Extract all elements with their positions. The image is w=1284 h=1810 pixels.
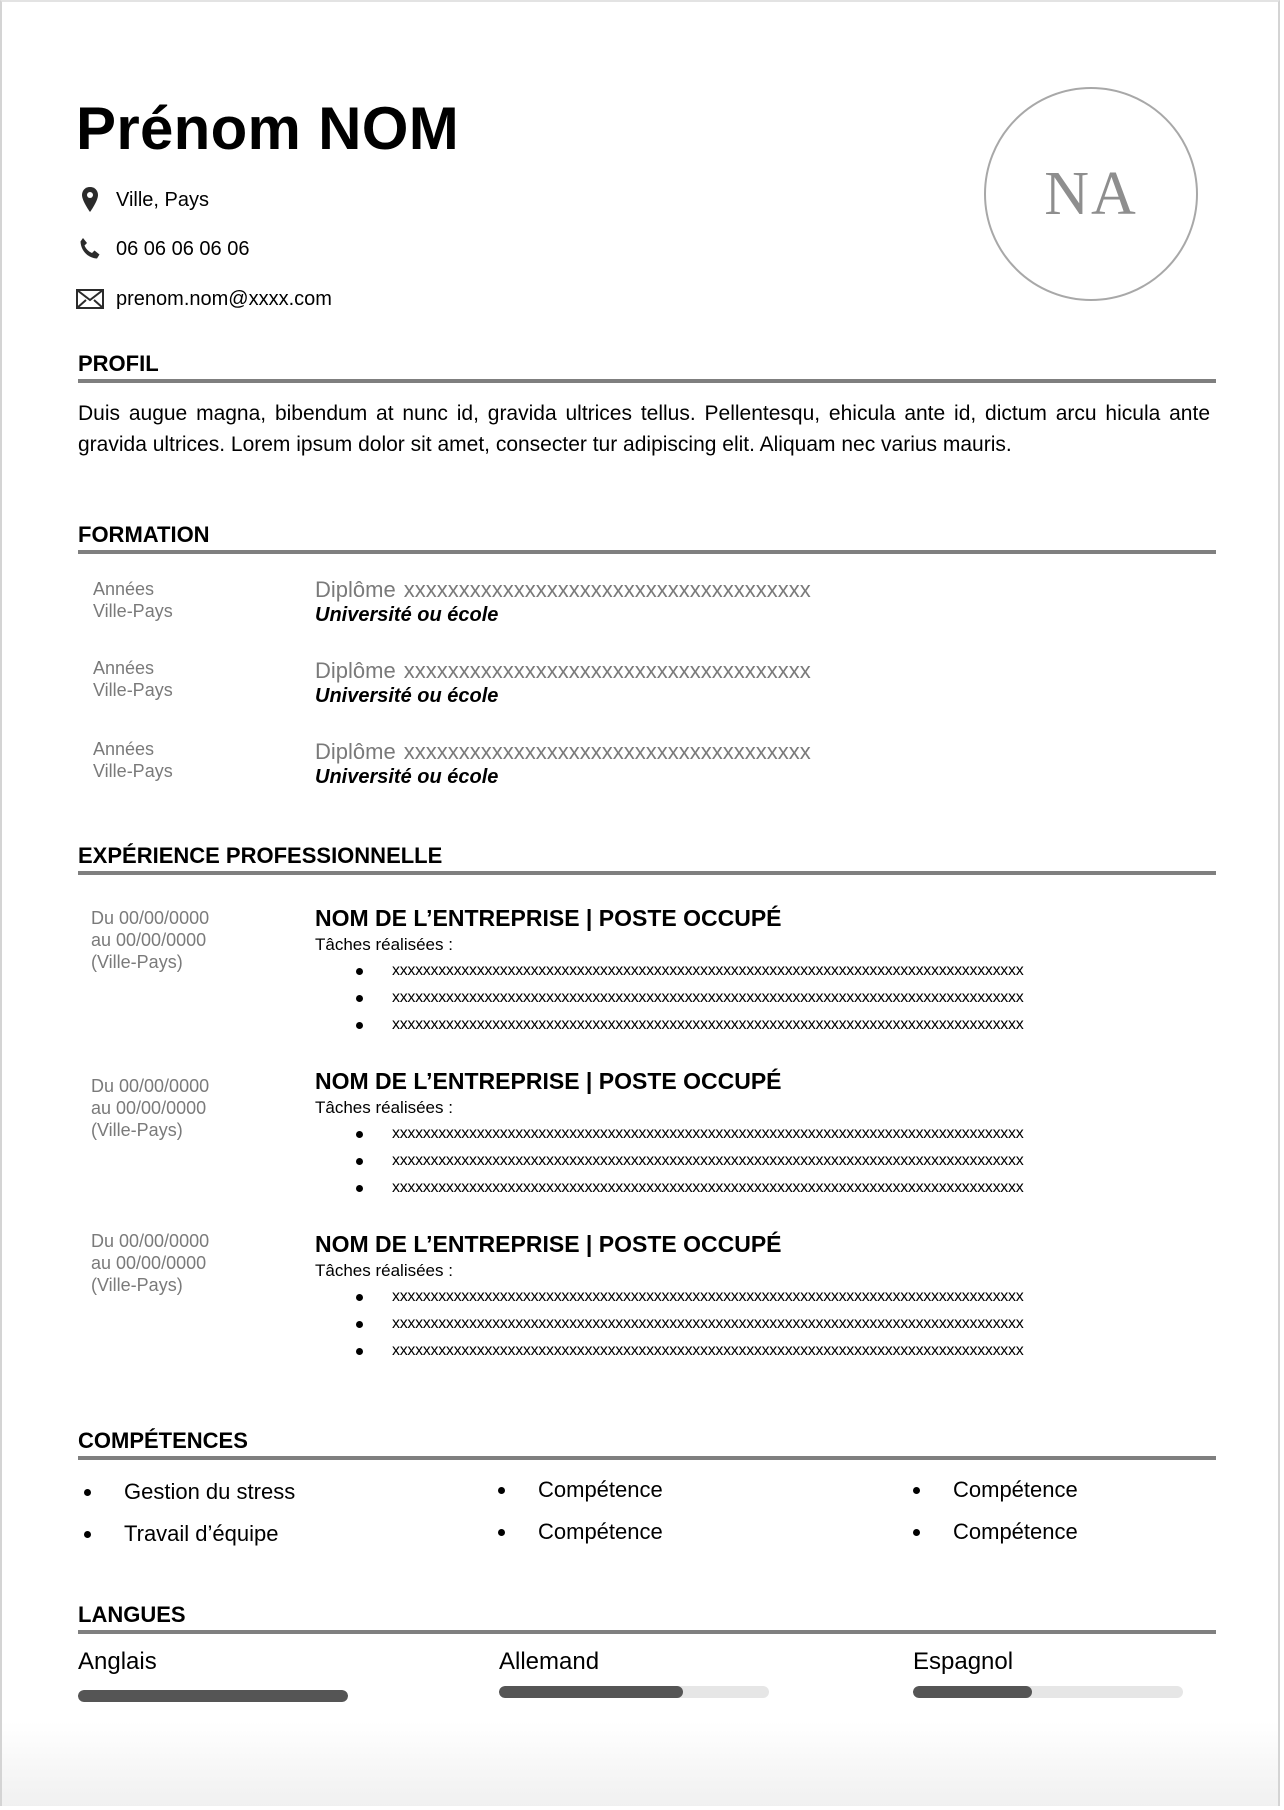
experience-date-to: au 00/00/0000: [91, 1253, 207, 1273]
experience-task-list: [315, 957, 1195, 1038]
language-level-bar: [913, 1686, 1183, 1698]
experience-task-list: [315, 1120, 1195, 1201]
skill-item: [953, 1476, 1078, 1504]
experience-tasks-label: Tâches réalisées :: [315, 935, 453, 954]
list-item: xxxxxxxxxxxxxxxxxxxxxxxxxxxxxxxxxxxxxxxxxxxxxxxxxxxxxxxxxxxxxxxxxxxxxxxxxxxxxxxxxx: [315, 1147, 1195, 1174]
experience-entry-3-meta: [91, 1230, 209, 1296]
list-item: xxxxxxxxxxxxxxxxxxxxxxxxxxxxxxxxxxxxxxxxxxxxxxxxxxxxxxxxxxxxxxxxxxxxxxxxxxxxxxxxxx: [315, 984, 1195, 1011]
email-link[interactable]: prenom.nom@xxxx.com: [116, 287, 332, 310]
formation-school: Université ou école: [315, 685, 499, 707]
skill-item: [538, 1476, 663, 1504]
experience-date-to: au 00/00/0000: [91, 1098, 207, 1118]
skill-label: Compétence: [953, 1519, 1078, 1544]
skill-item: [124, 1520, 279, 1548]
experience-tasks-label: Tâches réalisées :: [315, 1261, 453, 1280]
formation-entry-2: [315, 658, 811, 708]
formation-diploma-line: [315, 577, 811, 603]
experience-entry-2-meta: [91, 1075, 209, 1141]
location-pin-icon: [76, 186, 104, 214]
language-name: Anglais: [78, 1648, 157, 1675]
experience-entry-3: [315, 1230, 1195, 1364]
contact-location: [76, 185, 209, 215]
language-level-fill: [913, 1686, 1032, 1698]
experience-place: (Ville-Pays): [91, 952, 183, 972]
contact-email[interactable]: [76, 284, 332, 314]
formation-entry-3-meta: [93, 738, 173, 782]
location-text: Ville, Pays: [116, 188, 210, 211]
list-item: xxxxxxxxxxxxxxxxxxxxxxxxxxxxxxxxxxxxxxxxxxxxxxxxxxxxxxxxxxxxxxxxxxxxxxxxxxxxxxxxxx: [315, 1011, 1195, 1038]
bullet-icon: [913, 1529, 920, 1536]
formation-diploma: Diplôme: [315, 658, 396, 683]
formation-place: Ville-Pays: [93, 601, 173, 621]
bullet-icon: [84, 1489, 91, 1496]
language-level-fill: [78, 1690, 348, 1702]
experience-date-from: Du 00/00/0000: [91, 908, 210, 928]
experience-place: (Ville-Pays): [91, 1120, 183, 1140]
contact-phone: [76, 234, 249, 264]
language-name: Espagnol: [913, 1648, 1014, 1675]
formation-place: Ville-Pays: [93, 761, 173, 781]
skill-label: Compétence: [538, 1477, 663, 1502]
formation-years: Années: [93, 658, 155, 678]
list-item: xxxxxxxxxxxxxxxxxxxxxxxxxxxxxxxxxxxxxxxxxxxxxxxxxxxxxxxxxxxxxxxxxxxxxxxxxxxxxxxxxx: [315, 1310, 1195, 1337]
bullet-icon: [84, 1531, 91, 1538]
section-title-langues: LANGUES: [78, 1602, 1216, 1634]
skill-label: Travail d’équipe: [124, 1521, 279, 1546]
skill-label: Gestion du stress: [124, 1479, 296, 1504]
experience-task-list: [315, 1283, 1195, 1364]
bullet-icon: [498, 1487, 505, 1494]
skill-label: Compétence: [953, 1477, 1078, 1502]
skill-label: Compétence: [538, 1519, 663, 1544]
experience-place: (Ville-Pays): [91, 1275, 183, 1295]
formation-entry-2-meta: [93, 657, 173, 701]
experience-entry-1-meta: [91, 907, 209, 973]
list-item: xxxxxxxxxxxxxxxxxxxxxxxxxxxxxxxxxxxxxxxxxxxxxxxxxxxxxxxxxxxxxxxxxxxxxxxxxxxxxxxxxx: [315, 1120, 1195, 1147]
photo-initials: NA: [1044, 159, 1138, 228]
formation-diploma-detail: xxxxxxxxxxxxxxxxxxxxxxxxxxxxxxxxxxxxx: [403, 658, 811, 683]
experience-tasks-label: Tâches réalisées :: [315, 1098, 453, 1117]
profile-text: Duis augue magna, bibendum at nunc id, gravida ultrices tellus. Pellentesqu, ehicula ante id, dictum arcu hicula ante gravida ultrices. Lorem ipsum dolor sit amet, consecter tur adipiscing elit. Aliquam nec varius mauris.: [78, 402, 1210, 456]
formation-school: Université ou école: [315, 604, 499, 626]
formation-years: Années: [93, 579, 155, 599]
envelope-icon: [76, 285, 104, 313]
formation-entry-3: [315, 739, 811, 789]
list-item: xxxxxxxxxxxxxxxxxxxxxxxxxxxxxxxxxxxxxxxxxxxxxxxxxxxxxxxxxxxxxxxxxxxxxxxxxxxxxxxxxx: [315, 1283, 1195, 1310]
formation-place: Ville-Pays: [93, 680, 173, 700]
experience-entry-2: [315, 1067, 1195, 1201]
experience-company-title: NOM DE L’ENTREPRISE | POSTE OCCUPÉ: [315, 905, 782, 931]
formation-entry-1-meta: [93, 578, 173, 622]
formation-diploma-detail: xxxxxxxxxxxxxxxxxxxxxxxxxxxxxxxxxxxxx: [403, 739, 811, 764]
list-item: xxxxxxxxxxxxxxxxxxxxxxxxxxxxxxxxxxxxxxxxxxxxxxxxxxxxxxxxxxxxxxxxxxxxxxxxxxxxxxxxxx: [315, 1174, 1195, 1201]
formation-diploma-line: [315, 739, 811, 765]
language-level-bar: [78, 1690, 348, 1702]
list-item: xxxxxxxxxxxxxxxxxxxxxxxxxxxxxxxxxxxxxxxxxxxxxxxxxxxxxxxxxxxxxxxxxxxxxxxxxxxxxxxxxx: [315, 1337, 1195, 1364]
formation-diploma: Diplôme: [315, 577, 396, 602]
experience-company-title: NOM DE L’ENTREPRISE | POSTE OCCUPÉ: [315, 1231, 782, 1257]
candidate-name: Prénom NOM: [76, 95, 460, 162]
experience-date-from: Du 00/00/0000: [91, 1231, 210, 1251]
experience-company-title: NOM DE L’ENTREPRISE | POSTE OCCUPÉ: [315, 1068, 782, 1094]
language-level-fill: [499, 1686, 683, 1698]
formation-school: Université ou école: [315, 766, 499, 788]
language-level-bar: [499, 1686, 769, 1698]
section-title-formation: FORMATION: [78, 522, 1216, 554]
formation-diploma: Diplôme: [315, 739, 396, 764]
section-title-competences: COMPÉTENCES: [78, 1428, 1216, 1460]
list-item: xxxxxxxxxxxxxxxxxxxxxxxxxxxxxxxxxxxxxxxxxxxxxxxxxxxxxxxxxxxxxxxxxxxxxxxxxxxxxxxxxx: [315, 957, 1195, 984]
formation-entry-1: [315, 577, 811, 627]
phone-text: 06 06 06 06 06: [116, 237, 250, 260]
formation-diploma-line: [315, 658, 811, 684]
skill-item: [953, 1518, 1078, 1546]
formation-diploma-detail: xxxxxxxxxxxxxxxxxxxxxxxxxxxxxxxxxxxxx: [403, 577, 811, 602]
formation-years: Années: [93, 739, 155, 759]
bullet-icon: [913, 1487, 920, 1494]
section-title-experience: EXPÉRIENCE PROFESSIONNELLE: [78, 843, 1216, 875]
phone-icon: [76, 235, 104, 263]
bullet-icon: [498, 1529, 505, 1536]
section-title-profil: PROFIL: [78, 351, 1216, 383]
language-name: Allemand: [499, 1648, 600, 1675]
profile-photo-placeholder: [984, 87, 1198, 301]
experience-date-from: Du 00/00/0000: [91, 1076, 210, 1096]
experience-entry-1: [315, 904, 1195, 1038]
skill-item: [124, 1478, 295, 1506]
skill-item: [538, 1518, 663, 1546]
experience-date-to: au 00/00/0000: [91, 930, 207, 950]
